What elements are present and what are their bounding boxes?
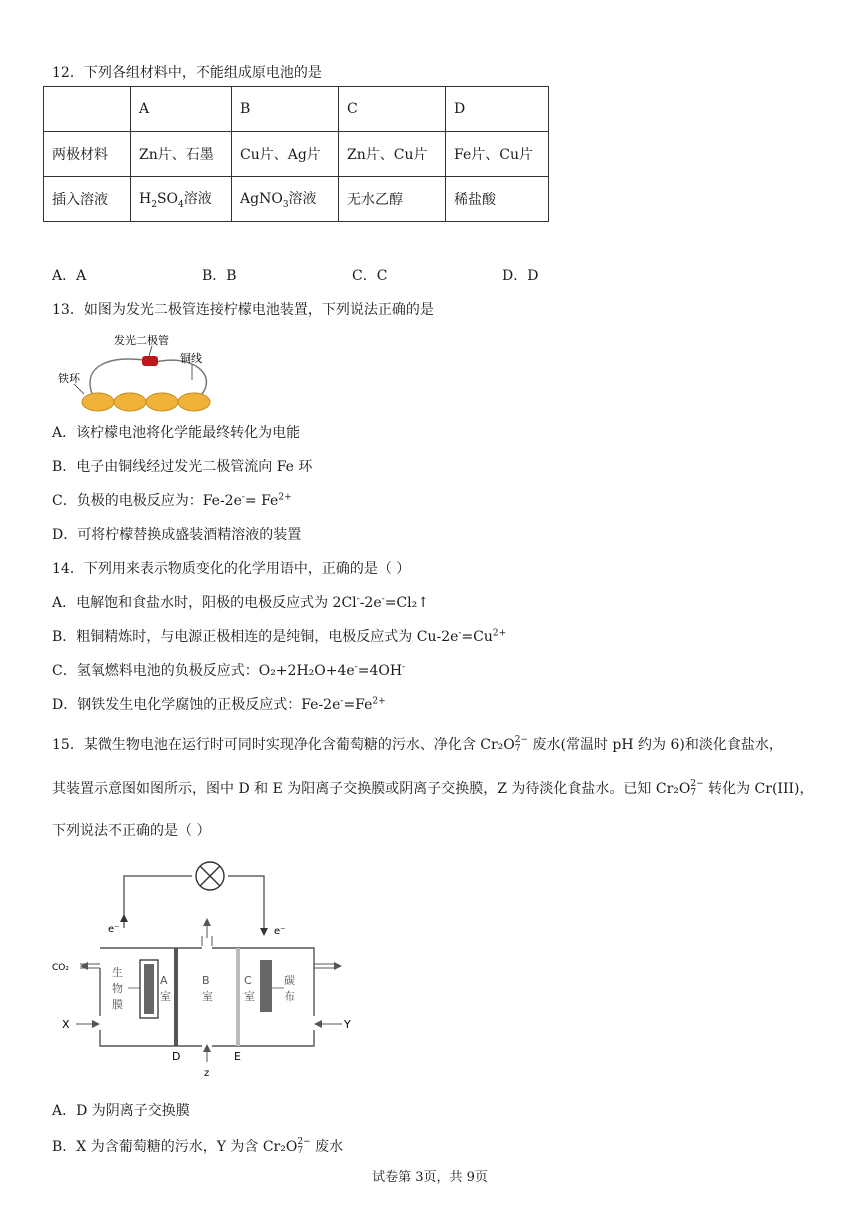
biofilm-label: 生	[112, 966, 123, 979]
svg-text:室: 室	[202, 990, 213, 1003]
electron-left-label: e⁻	[108, 924, 120, 935]
lemon-icon	[146, 393, 178, 411]
svg-text:布: 布	[284, 990, 295, 1003]
svg-text:室: 室	[244, 990, 255, 1003]
room-b-label: B	[202, 974, 210, 987]
lemon-battery-figure	[52, 334, 222, 416]
table-row	[44, 132, 549, 177]
table-cell: C	[339, 87, 446, 132]
svg-text:物: 物	[112, 982, 123, 995]
table-cell: Cu片、Ag片	[232, 132, 339, 177]
svg-text:膜: 膜	[112, 998, 123, 1011]
table-cell: 稀盐酸	[446, 177, 549, 222]
q12-stem: 12．下列各组材料中，不能组成原电池的是	[52, 65, 322, 81]
carbon-cloth-electrode	[260, 960, 272, 1012]
q13-option-a[interactable]: A．该柠檬电池将化学能最终转化为电能	[52, 425, 301, 441]
table-row	[44, 177, 549, 222]
q14-option-d[interactable]: D．钢铁发生电化学腐蚀的正极反应式：$Fe-2e^-=Fe^{2+}$	[52, 696, 386, 713]
q12-choices	[52, 265, 612, 287]
x-label: X	[62, 1018, 70, 1031]
e-label: E	[234, 1050, 241, 1063]
led-label: 发光二极管	[114, 334, 169, 347]
q15-option-a[interactable]: A．D 为阴离子交换膜	[52, 1103, 190, 1119]
microbial-cell-figure	[52, 856, 362, 1086]
electron-right-label: e⁻	[274, 926, 286, 937]
lemon-icon	[178, 393, 210, 411]
svg-text:室: 室	[160, 990, 171, 1003]
table-cell: D	[446, 87, 549, 132]
q13-option-b[interactable]: B．电子由铜线经过发光二极管流向 Fe 环	[52, 459, 313, 475]
room-c-label: C	[244, 974, 252, 987]
q15-line2: 其装置示意图如图所示，图中 D 和 E 为阳离子交换膜或阴离子交换膜，Z 为待淡化食盐水。已知 Cr₂O 2− 7 转化为 Cr(III)，	[52, 779, 814, 798]
table-cell: A	[131, 87, 232, 132]
choice-d[interactable]: D．D	[502, 268, 539, 284]
membrane-e	[236, 948, 240, 1046]
choice-a[interactable]: A．A	[52, 268, 87, 284]
table-cell: Zn片、石墨	[131, 132, 232, 177]
co2-label: CO₂	[52, 963, 69, 973]
led-icon	[142, 356, 158, 366]
y-label: Y	[344, 1018, 351, 1031]
q14-stem: 14．下列用来表示物质变化的化学用语中，正确的是（ ）	[52, 561, 411, 577]
q15-option-b[interactable]: B．X 为含葡萄糖的污水，Y 为含 Cr₂O 2− 7 废水	[52, 1137, 344, 1156]
carbon-label: 碳	[284, 974, 295, 987]
table-cell: B	[232, 87, 339, 132]
table-cell: $H_2SO_4$溶液	[131, 177, 232, 222]
lemon-icon	[114, 393, 146, 411]
q14-option-b[interactable]: B．粗铜精炼时，与电源正极相连的是纯铜，电极反应式为 $Cu-2e^-=Cu^{2+}$	[52, 628, 507, 645]
q13-option-d[interactable]: D．可将柠檬替换成盛装酒精溶液的装置	[52, 527, 302, 543]
table-cell: AgNO$_3$溶液	[232, 177, 339, 222]
q15-line1: 15．某微生物电池在运行时可同时实现净化含葡萄糖的污水、净化含 Cr₂O 2− 7 废水(常温时 pH 约为 6)和淡化食盐水，	[52, 735, 783, 754]
d-label: D	[172, 1050, 181, 1063]
page-footer: 试卷第 3页，共 9页	[372, 1170, 488, 1185]
choice-b[interactable]: B．B	[202, 268, 237, 284]
q12-table	[43, 86, 549, 222]
table-cell: Zn片、Cu片	[339, 132, 446, 177]
q13-option-c[interactable]: C．负极的电极反应为：$Fe-2e^-= Fe^{2+}$	[52, 492, 292, 509]
table-cell: 插入溶液	[44, 177, 131, 222]
q14-option-c[interactable]: C．氢氧燃料电池的负极反应式：O₂+2H₂O+4e-=4OH-	[52, 662, 406, 679]
table-cell: 两极材料	[44, 132, 131, 177]
q13-stem: 13．如图为发光二极管连接柠檬电池装置，下列说法正确的是	[52, 302, 434, 318]
membrane-d	[174, 948, 178, 1046]
z-label: z	[204, 1068, 210, 1079]
table-row	[44, 87, 549, 132]
ring-label: 铁环	[58, 372, 80, 385]
table-cell	[44, 87, 131, 132]
wire-label: 铜线	[180, 352, 202, 365]
table-cell: 无水乙醇	[339, 177, 446, 222]
lemon-icon	[82, 393, 114, 411]
choice-c[interactable]: C．C	[352, 268, 388, 284]
q14-option-a[interactable]: A．电解饱和食盐水时，阳极的电极反应式为 2Cl--2e-=Cl₂↑	[52, 594, 429, 611]
room-a-label: A	[160, 974, 168, 987]
q15-line3: 下列说法不正确的是（ ）	[52, 823, 211, 839]
table-cell: Fe片、Cu片	[446, 132, 549, 177]
